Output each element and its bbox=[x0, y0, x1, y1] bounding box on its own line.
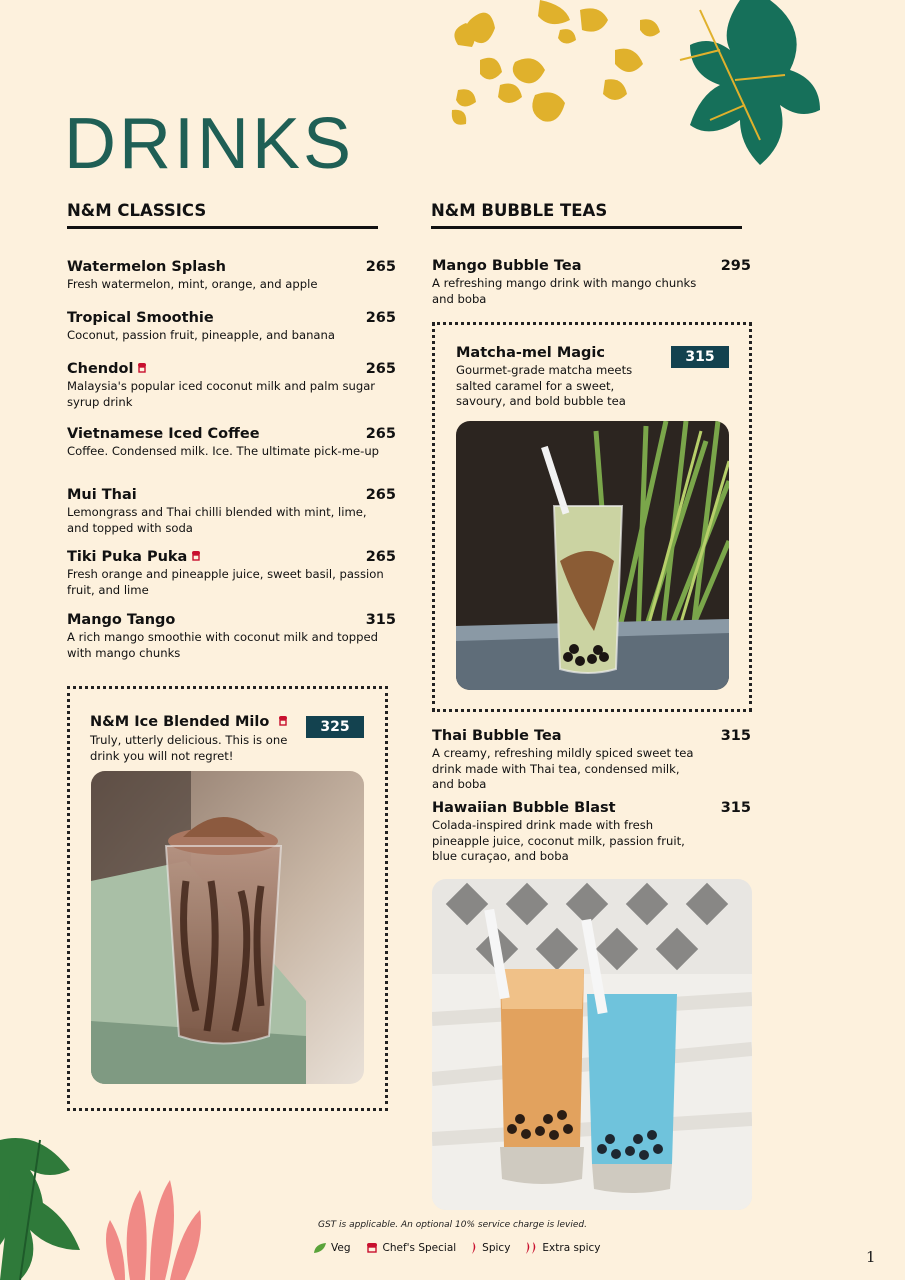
matcha-photo bbox=[456, 421, 729, 690]
chef-special-icon bbox=[136, 362, 148, 374]
item-desc: Colada-inspired drink made with fresh pineapple juice, coconut milk, passion fruit, blue curaçao, and boba bbox=[432, 818, 685, 863]
page-number: 1 bbox=[866, 1248, 876, 1266]
item-price: 265 bbox=[365, 361, 396, 377]
item-desc: Malaysia's popular iced coconut milk and palm sugar syrup drink bbox=[67, 379, 376, 409]
item-desc: Lemongrass and Thai chilli blended with mint, lime, and topped with soda bbox=[67, 505, 367, 535]
item-name: Hawaiian Bubble Blast bbox=[432, 800, 616, 816]
decorative-leaves-bottom bbox=[0, 1110, 230, 1280]
item-desc: Fresh orange and pineapple juice, sweet basil, passion fruit, and lime bbox=[67, 567, 384, 597]
bubble-tea-photo bbox=[432, 879, 752, 1210]
featured-price: 325 bbox=[306, 716, 364, 738]
item-name: Mango Tango bbox=[67, 612, 176, 628]
menu-item bbox=[67, 612, 396, 661]
item-name: Vietnamese Iced Coffee bbox=[67, 426, 260, 442]
veg-icon bbox=[313, 1242, 327, 1254]
legend bbox=[313, 1242, 601, 1254]
item-price: 265 bbox=[365, 259, 396, 275]
bubble-rule bbox=[431, 226, 742, 229]
legend-spicy: Spicy bbox=[482, 1242, 511, 1254]
item-price: 265 bbox=[365, 310, 396, 326]
item-price: 265 bbox=[365, 426, 396, 442]
item-desc: A creamy, refreshing mildly spiced sweet tea drink made with Thai tea, condensed milk, and boba bbox=[432, 746, 694, 791]
menu-item bbox=[67, 310, 396, 344]
menu-item bbox=[432, 728, 751, 793]
item-name: Mui Thai bbox=[67, 487, 137, 503]
item-desc: Coconut, passion fruit, pineapple, and banana bbox=[67, 328, 335, 342]
chef-special-icon bbox=[365, 1242, 379, 1254]
item-name: Chendol bbox=[67, 361, 134, 377]
item-name: Watermelon Splash bbox=[67, 259, 226, 275]
item-desc: Fresh watermelon, mint, orange, and apple bbox=[67, 277, 318, 291]
chef-special-icon bbox=[190, 550, 202, 562]
featured-name bbox=[90, 714, 289, 731]
menu-item bbox=[432, 258, 751, 307]
menu-item bbox=[67, 426, 396, 460]
featured-price: 315 bbox=[671, 346, 729, 368]
item-price: 315 bbox=[365, 612, 396, 628]
legend-chef: Chef's Special bbox=[382, 1242, 457, 1254]
featured-name: Matcha-mel Magic bbox=[456, 345, 605, 361]
item-desc: A refreshing mango drink with mango chunks and boba bbox=[432, 276, 697, 306]
milo-photo bbox=[91, 771, 364, 1084]
classics-heading: N&M CLASSICS bbox=[67, 201, 207, 220]
service-charge-note: GST is applicable. An optional 10% service charge is levied. bbox=[318, 1220, 587, 1230]
item-name: Thai Bubble Tea bbox=[432, 728, 562, 744]
item-name: Mango Bubble Tea bbox=[432, 258, 582, 274]
chef-special-icon bbox=[277, 715, 289, 727]
item-price: 265 bbox=[365, 487, 396, 503]
menu-item bbox=[432, 800, 751, 865]
page-title: DRINKS bbox=[64, 104, 355, 184]
item-desc: A rich mango smoothie with coconut milk and topped with mango chunks bbox=[67, 630, 378, 660]
featured-desc: Truly, utterly delicious. This is one drink you will not regret! bbox=[90, 733, 288, 763]
item-desc: Coffee. Condensed milk. Ice. The ultimate pick-me-up bbox=[67, 444, 380, 458]
chilli-icon bbox=[470, 1242, 478, 1254]
item-price: 315 bbox=[720, 728, 751, 744]
item-price: 295 bbox=[720, 258, 751, 274]
featured-name-text: N&M Ice Blended Milo bbox=[90, 714, 270, 730]
menu-item bbox=[67, 259, 396, 293]
double-chilli-icon bbox=[524, 1242, 538, 1254]
item-price: 315 bbox=[720, 800, 751, 816]
legend-extra-spicy: Extra spicy bbox=[542, 1242, 601, 1254]
item-name: Tiki Puka Puka bbox=[67, 549, 188, 565]
menu-item bbox=[67, 549, 396, 598]
menu-item bbox=[67, 361, 396, 410]
menu-item bbox=[67, 487, 396, 536]
featured-desc: Gourmet-grade matcha meets salted caramel for a sweet, savoury, and bold bubble tea bbox=[456, 363, 633, 408]
bubble-heading: N&M BUBBLE TEAS bbox=[431, 201, 608, 220]
classics-rule bbox=[67, 226, 378, 229]
item-price: 265 bbox=[365, 549, 396, 565]
legend-veg: Veg bbox=[331, 1242, 351, 1254]
item-name: Tropical Smoothie bbox=[67, 310, 214, 326]
decorative-leaves-top bbox=[440, 0, 905, 175]
